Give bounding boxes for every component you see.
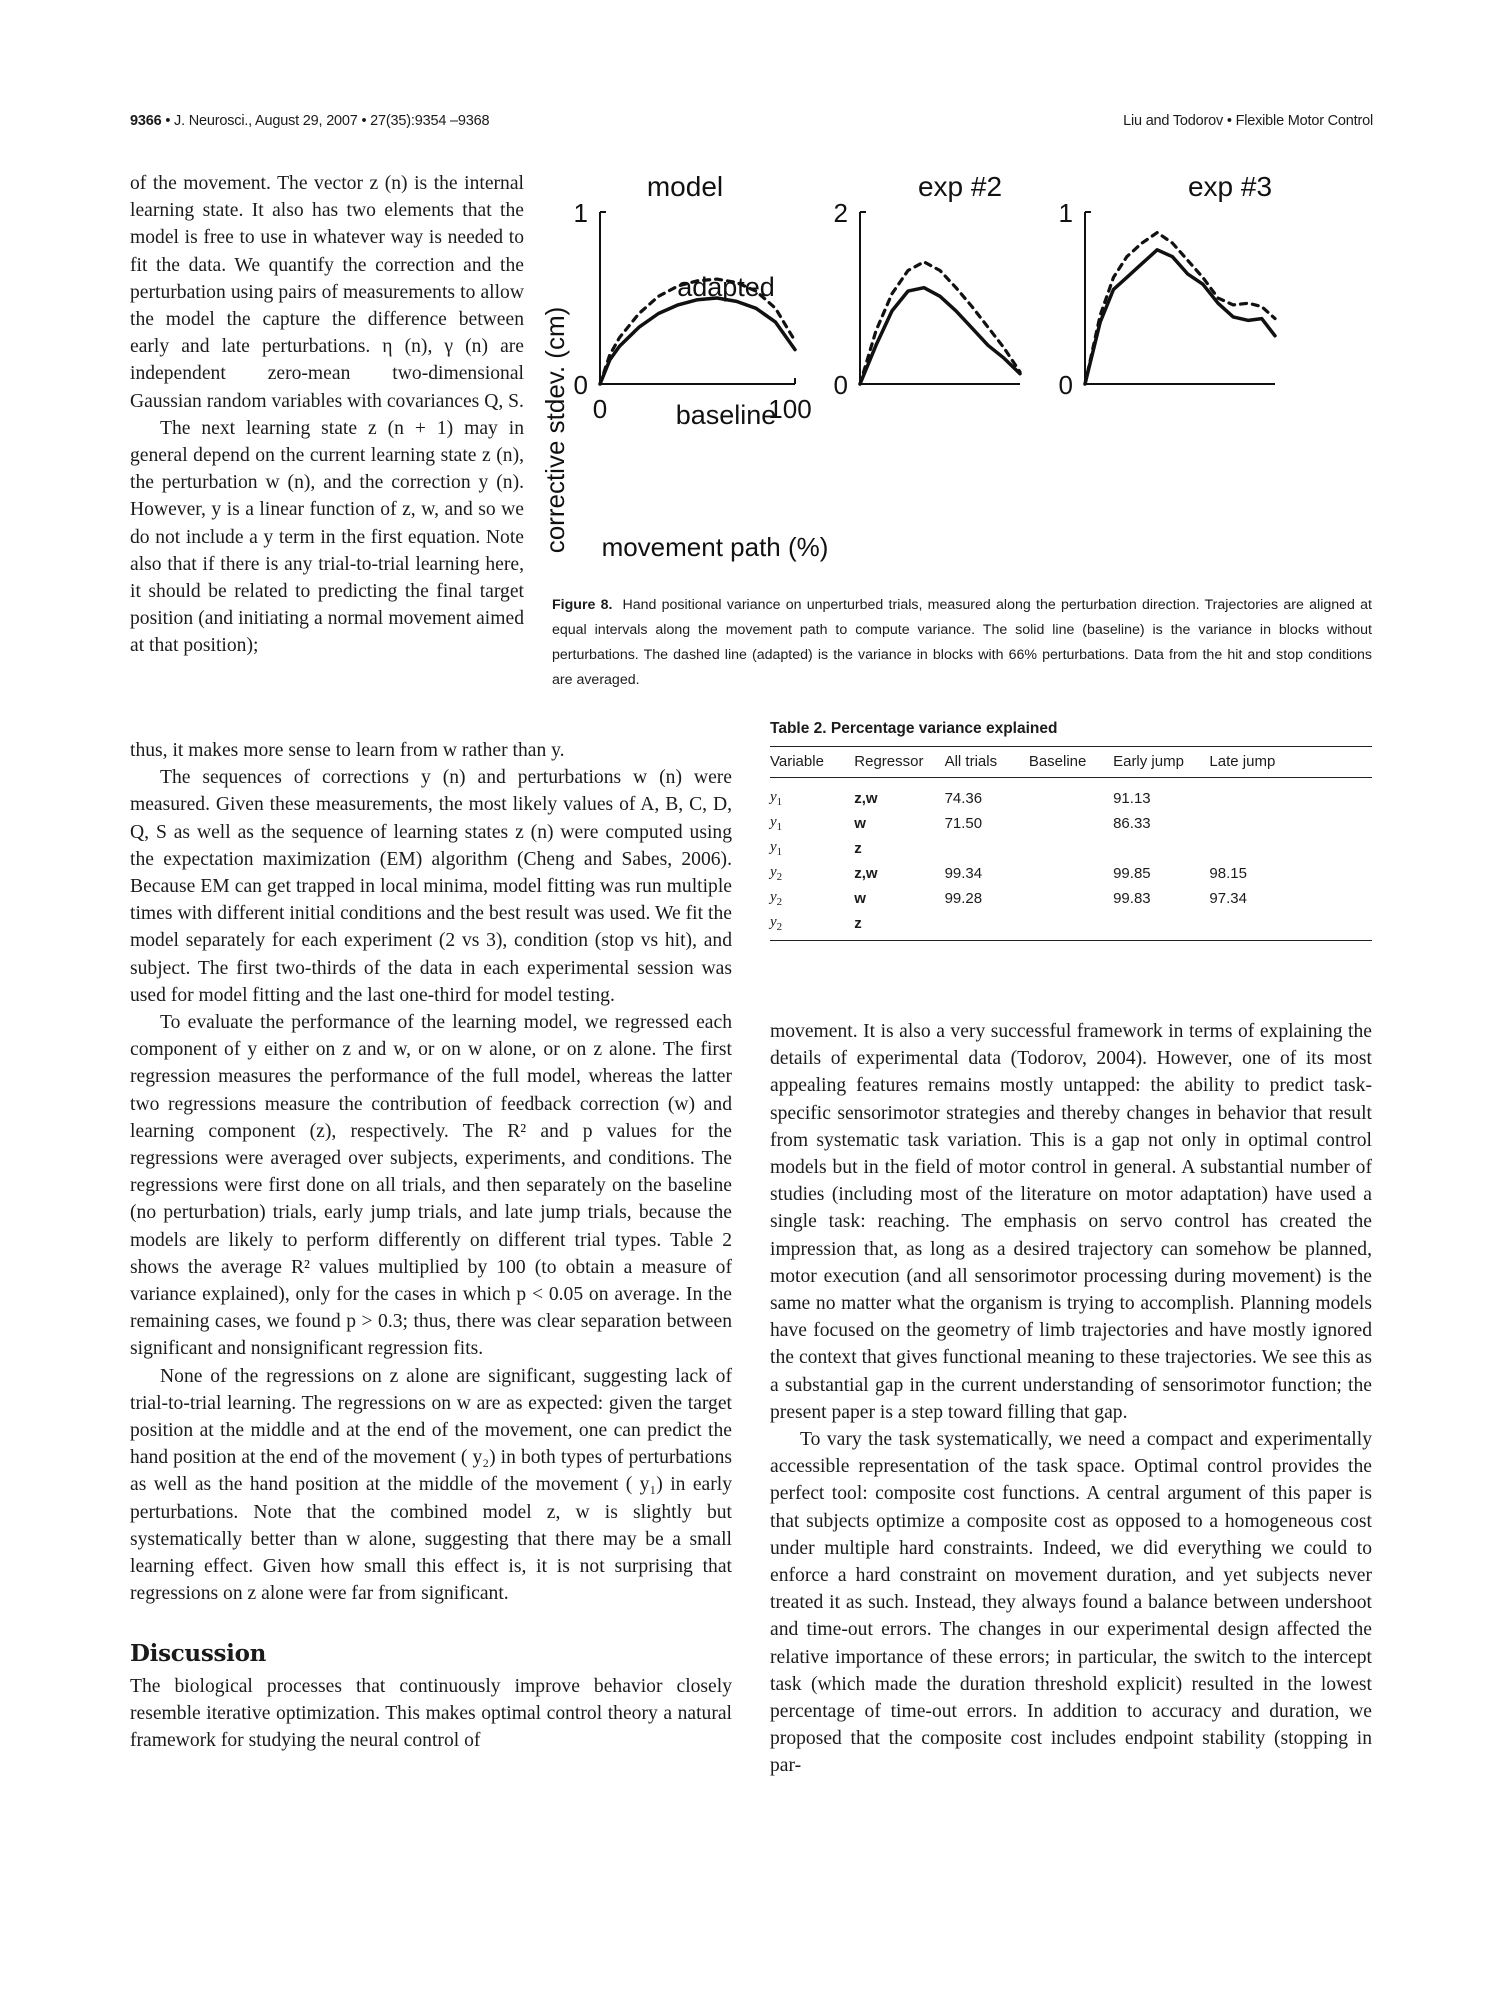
column-header: Baseline — [1029, 747, 1113, 778]
table-cell: $y_1$ — [770, 789, 783, 808]
table-cell: 71.50 — [944, 815, 983, 832]
table-cell — [1029, 836, 1113, 861]
table-header-row — [770, 747, 1372, 778]
paragraph: The next learning state z (n + 1) may in general depend on the current learning state z (n), the perturbation w (n), and the correction y (n). However, y is a linear function of z, w, and so we do not include a y term in the first equation. Note also that if there is any trial-to-trial learning here, it should be related to predicting the final target position (and initiating a normal movement aimed at that position); — [130, 417, 524, 657]
table-cell — [1113, 911, 1209, 941]
paragraph: None of the regressions on z alone are significant, suggesting lack of trial-to-trial learning. The regressions on w are as expected: given the target position at the middle and at the end of the movement, one can predict the hand position at the end of the movement ( y₂) in both types of perturbations as well as the hand position at the middle of the movement ( y₁) in early perturbations. Note that the combined model z, w is slightly but systematically better than w alone, suggesting that there may be a small learning effect. Given how small this effect is, it is not surprising that regressions on z alone were far from significant. — [130, 1365, 732, 1605]
table-cell — [1209, 811, 1372, 836]
table-cell: 91.13 — [1113, 790, 1151, 807]
table-row — [770, 911, 1372, 941]
series-line-baseline — [1085, 250, 1275, 384]
figure-caption — [552, 593, 1372, 693]
x-axis-label: movement path (%) — [601, 532, 829, 562]
table-cell: z — [854, 911, 944, 941]
table-cell — [1029, 861, 1113, 886]
series-line-adapted — [1085, 233, 1275, 384]
section-heading: Discussion — [130, 1639, 267, 1667]
paragraph: thus, it makes more sense to learn from w rather than y. — [130, 740, 565, 761]
table-row — [770, 811, 1372, 836]
table-cell: z,w — [854, 790, 878, 807]
table-cell: $y_1$ — [770, 814, 783, 833]
table-2 — [770, 720, 1372, 941]
table-cell: z — [854, 840, 862, 857]
table-cell: 86.33 — [1113, 815, 1151, 832]
column-header: Late jump — [1209, 747, 1372, 778]
table-cell — [1029, 886, 1113, 911]
table-cell — [1029, 811, 1113, 836]
running-title: Liu and Todorov • Flexible Motor Control — [1123, 113, 1373, 129]
y-tick-label: 0 — [573, 370, 588, 400]
table-row — [770, 778, 1372, 812]
column-header: Regressor — [854, 747, 944, 778]
table-cell — [1029, 778, 1113, 812]
annotation-adapted: adapted — [677, 272, 775, 302]
page-header-left: 9366 • J. Neurosci., August 29, 2007 • 27(35):9354 –9368 — [130, 113, 490, 129]
paragraph: The biological processes that continuously improve behavior closely resemble iterative optimization. This makes optimal control theory a natural framework for studying the neural control of — [130, 1675, 732, 1752]
table-cell: 99.83 — [1113, 890, 1151, 907]
table-cell — [1209, 911, 1372, 941]
paragraph: movement. It is also a very successful framework in terms of explaining the details of experimental data (Todorov, 2004). However, one of its most appealing features remains mostly untapped: the ability to predict task-specific sensorimotor strategies and thereby changes in behavior that result from systematic task variation. This is a gap not only in optimal control models but in the field of motor control in general. A substantial number of studies (including most of the literature on motor adaptation) have used a single task: reaching. The emphasis on servo control has created the impression that, as long as a desired trajectory can somehow be planned, motor execution (and all sensorimotor processing during movement) is the same no matter what the organism is trying to accomplish. Planning models have focused on the geometry of limb trajectories and have mostly ignored the context that gives functional meaning to these trajectories. We see this as a substantial gap in the current understanding of sensorimotor function; the present paper is a step toward filling that gap. — [770, 1021, 1372, 1423]
column-header: Variable — [770, 747, 854, 778]
page-number: 9366 — [130, 113, 162, 129]
table-cell: w — [854, 815, 866, 832]
table-row — [770, 886, 1372, 911]
table-cell: 98.15 — [1209, 865, 1247, 882]
figure-caption-text: Hand positional variance on unperturbed trials, measured along the perturbation direction. Trajectories are aligned at equal intervals along the movement path to compute variance. The solid line (baseline) is the variance in blocks without perturbations. The dashed line (adapted) is the variance in blocks with 66% perturbations. Data from the hit and stop conditions are averaged. — [552, 597, 1372, 688]
table-cell: z,w — [854, 865, 878, 882]
table-cell — [1209, 836, 1372, 861]
panel-title-exp2: exp #2 — [917, 171, 1003, 202]
y-axis-label: corrective stdev. (cm) — [540, 306, 570, 554]
journal-citation: J. Neurosci., August 29, 2007 • 27(35):9354 –9368 — [174, 113, 490, 129]
variance-table — [770, 746, 1372, 941]
paragraph: of the movement. The vector z (n) is the internal learning state. It also has two elements that the model is free to use in whatever way is needed to fit the data. We quantify the correction and the perturbation using pairs of measurements to allow the model the capture the difference between early and late perturbations. η (n), γ (n) are independent zero-mean two-dimensional Gaussian random variables with covariances Q, S. — [130, 173, 524, 412]
table-cell: $y_2$ — [770, 864, 783, 883]
table-caption: Table 2. Percentage variance explained — [770, 720, 1058, 737]
paragraph: To evaluate the performance of the learning model, we regressed each component of y either on z and w, or on w alone, or on z alone. The first regression measures the performance of the full model, whereas the latter two regressions measure the contribution of feedback correction (w) and learning component (z), respectively. The R² and p values for the regressions were averaged over subjects, experiments, and conditions. The regressions were first done on all trials, and then separately on the baseline (no perturbation) trials, early jump trials, and late jump trials, because the models are likely to perform differently on different trial types. Table 2 shows the average R² values multiplied by 100 (to obtain a measure of variance explained), only for the cases in which p < 0.05 on average. In the remaining cases, we found p > 0.3; thus, there was clear separation between significant and nonsignificant regression fits. — [130, 1012, 732, 1360]
table-row — [770, 861, 1372, 886]
chart-panels — [574, 198, 1275, 424]
annotation-baseline: baseline — [675, 400, 777, 430]
x-tick-label: 100 — [768, 394, 812, 424]
paragraph: To vary the task systematically, we need a compact and experimentally accessible representation of the task space. Optimal control provides the perfect tool: composite cost functions. A central argument of this paper is that subjects optimize a composite cost as opposed to a homogeneous cost under multiple hard constraints. Indeed, we did everything we could to enforce a hard constraint on movement duration, and yet subjects never treated it as such. Instead, they always found a balance between undershoot and time-out errors. The changes in our experimental design affected the relative importance of these errors; in particular, the switch to the intercept task (which made the duration threshold explicit) resulted in the lowest percentage of time-out errors. In addition to accuracy and duration, we proposed that the composite cost includes endpoint stability (stopping in par- — [770, 1429, 1372, 1777]
series-line-adapted — [860, 262, 1020, 384]
table-cell: 99.85 — [1113, 865, 1151, 882]
panel-title-model: model — [646, 171, 724, 202]
right-column — [770, 1018, 1372, 1780]
y-tick-label: 2 — [833, 198, 848, 228]
table-cell: 74.36 — [944, 790, 983, 807]
column-header: Early jump — [1113, 747, 1209, 778]
y-tick-label: 1 — [573, 198, 588, 228]
series-line-baseline — [600, 298, 795, 384]
y-tick-label: 1 — [1058, 198, 1073, 228]
x-tick-label: 0 — [592, 394, 608, 424]
table-cell — [1209, 778, 1372, 812]
table-cell — [1029, 911, 1113, 941]
y-tick-label: 0 — [833, 370, 848, 400]
table-row — [770, 836, 1372, 861]
table-cell: $y_1$ — [770, 839, 783, 858]
table-cell — [945, 836, 1029, 861]
table-cell — [945, 911, 1029, 941]
table-cell: 97.34 — [1209, 890, 1247, 907]
figure-8 — [540, 160, 1380, 580]
table-cell: w — [854, 890, 866, 907]
paragraph: The sequences of corrections y (n) and perturbations w (n) were measured. Given these measurements, the most likely values of A, B, C, D, Q, S as well as the sequence of learning states z (n) were computed using the expectation maximization (EM) algorithm (Cheng and Sabes, 2006). Because EM can get trapped in local minima, model fitting was run multiple times with different initial conditions and the best result was used. We fit the model separately for each experiment (2 vs 3), condition (stop vs hit), and subject. The first two-thirds of the data in each experimental session was used for model fitting and the last one-third for model testing. — [130, 767, 732, 1006]
left-column-top — [130, 170, 524, 660]
figure-label: Figure 8. — [552, 597, 613, 613]
table-cell: $y_2$ — [770, 911, 854, 941]
table-cell — [1113, 836, 1209, 861]
table-cell: 99.34 — [944, 865, 983, 882]
y-tick-label: 0 — [1058, 370, 1073, 400]
left-column-bottom — [130, 737, 732, 1754]
table-cell: 99.28 — [944, 890, 983, 907]
table-cell: $y_2$ — [770, 889, 783, 908]
table-body — [770, 778, 1372, 941]
column-header: All trials — [945, 747, 1029, 778]
panel-title-exp3: exp #3 — [1187, 171, 1273, 202]
